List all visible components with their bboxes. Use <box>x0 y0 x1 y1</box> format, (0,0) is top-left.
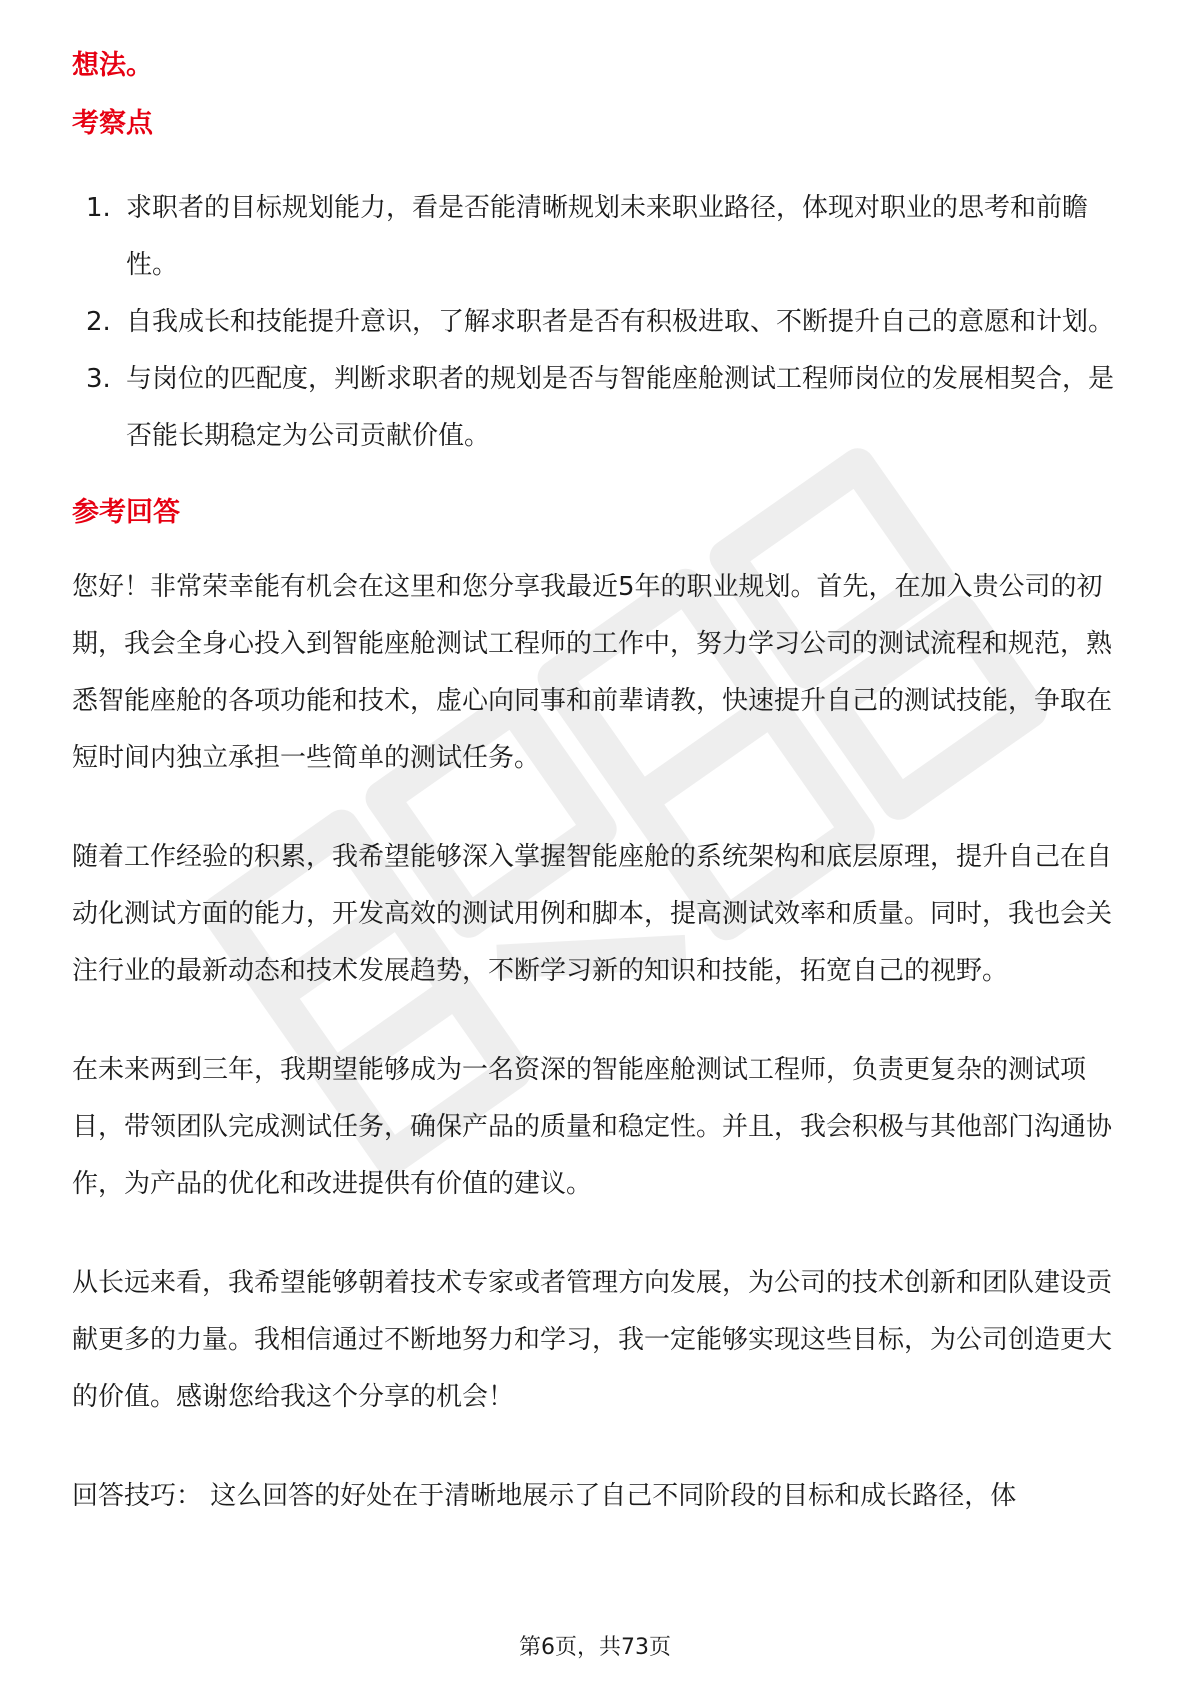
list-item-text: 自我成长和技能提升意识，了解求职者是否有积极进取、不断提升自己的意愿和计划。 <box>126 307 1115 337</box>
list-number: 3. <box>86 364 111 394</box>
list-number: 1. <box>86 193 111 223</box>
list-item <box>72 180 1122 294</box>
answer-paragraph: 随着工作经验的积累，我希望能够深入掌握智能座舱的系统架构和底层原理，提升自己在自动化测试方面的能力，开发高效的测试用例和脚本，提高测试效率和质量。同时，我也会关注行业的最新动态和技术发展趋势，不断学习新的知识和技能，拓宽自己的视野。 <box>72 842 1113 986</box>
answer-tips-paragraph: 回答技巧： 这么回答的好处在于清晰地展示了自己不同阶段的目标和成长路径，体 <box>72 1481 1017 1511</box>
examine-points-list <box>72 180 1122 465</box>
section-title-answer: 参考回答 <box>72 497 180 528</box>
list-item-text: 与岗位的匹配度，判断求职者的规划是否与智能座舱测试工程师岗位的发展相契合，是否能长期稳定为公司贡献价值。 <box>126 364 1115 451</box>
section-title-examine: 考察点 <box>72 108 153 139</box>
answer-paragraph: 您好！非常荣幸能有机会在这里和您分享我最近5年的职业规划。首先，在加入贵公司的初期，我会全身心投入到智能座舱测试工程师的工作中，努力学习公司的测试流程和规范，熟悉智能座舱的各项功能和技术，虚心向同事和前辈请教，快速提升自己的测试技能，争取在短时间内独立承担一些简单的测试任务。 <box>72 572 1113 773</box>
document-page <box>72 44 1122 1525</box>
list-item-text: 求职者的目标规划能力，看是否能清晰规划未来职业路径，体现对职业的思考和前瞻性。 <box>126 193 1089 280</box>
list-item <box>72 351 1122 465</box>
list-item <box>72 294 1122 351</box>
list-number: 2. <box>86 307 111 337</box>
intro-line: 想法。 <box>72 50 153 81</box>
answer-paragraph: 从长远来看，我希望能够朝着技术专家或者管理方向发展，为公司的技术创新和团队建设贡献更多的力量。我相信通过不断地努力和学习，我一定能够实现这些目标，为公司创造更大的价值。感谢您给我这个分享的机会！ <box>72 1268 1113 1412</box>
page-number-footer: 第6页，共73页 <box>519 1635 671 1660</box>
answer-paragraph: 在未来两到三年，我期望能够成为一名资深的智能座舱测试工程师，负责更复杂的测试项目，带领团队完成测试任务，确保产品的质量和稳定性。并且，我会积极与其他部门沟通协作，为产品的优化和改进提供有价值的建议。 <box>72 1055 1113 1199</box>
